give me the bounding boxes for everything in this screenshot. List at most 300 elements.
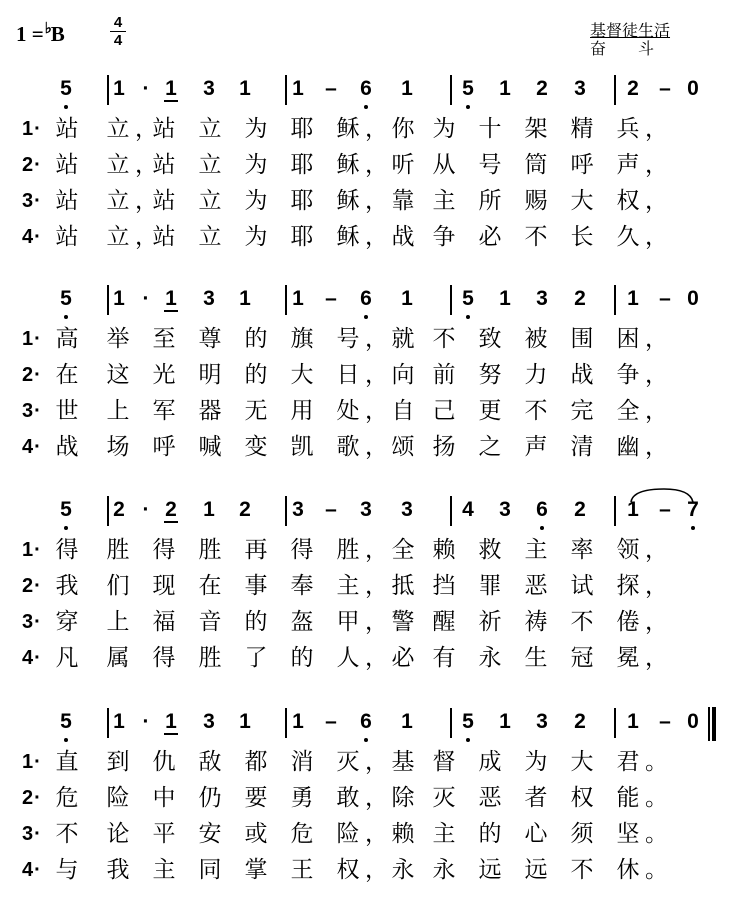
lyric-char: 休 [616, 857, 640, 883]
lyric-line [0, 430, 729, 464]
lyric-char: 灭 [336, 749, 360, 775]
lyric-char: 必 [478, 224, 502, 250]
lyric-char: 须 [570, 821, 594, 847]
lyric-char: 精 [570, 116, 594, 142]
note: 1 [292, 710, 304, 733]
lyric-char: 领 [616, 537, 640, 563]
music-line [0, 495, 729, 525]
lyric-char: 争 [432, 224, 456, 250]
punctuation: ， [135, 116, 158, 142]
lyric-char: 立 [198, 152, 222, 178]
dash: – [659, 710, 671, 733]
lyric-char: 致 [478, 326, 502, 352]
punctuation: ， [365, 609, 388, 635]
note: 3 [401, 498, 413, 521]
lyric-char: 奉 [290, 573, 314, 599]
lyric-char: 战 [391, 224, 415, 250]
lyric-char: 军 [152, 398, 176, 424]
source-attribution [590, 18, 685, 57]
lyric-char: 同 [198, 857, 222, 883]
note: 5 [455, 284, 481, 314]
lyric-char: 主 [152, 857, 176, 883]
lyric-char: 世 [55, 398, 79, 424]
lyric-char: 为 [432, 116, 456, 142]
lyric-line [0, 112, 729, 146]
note: 1 [158, 74, 184, 104]
lyric-char: 从 [432, 152, 456, 178]
note: 0 [687, 287, 699, 310]
verse-number: 3 · [22, 394, 41, 428]
dash: – [325, 710, 337, 733]
lyric-char: 的 [290, 645, 314, 671]
lyric-char: 罪 [478, 573, 502, 599]
punctuation: 。 [645, 785, 668, 811]
lyric-char: 得 [152, 645, 176, 671]
lyric-char: 旗 [290, 326, 314, 352]
lyric-char: 率 [570, 537, 594, 563]
lyric-char: 永 [432, 857, 456, 883]
lyric-char: 扬 [432, 434, 456, 460]
lyric-line [0, 533, 729, 567]
lyric-char: 永 [391, 857, 415, 883]
punctuation: ， [135, 224, 158, 250]
lyric-char: 掌 [244, 857, 268, 883]
lyric-line [0, 220, 729, 254]
punctuation: ， [645, 645, 668, 671]
lyric-char: 在 [55, 362, 79, 388]
verse-number: 3 · [22, 817, 41, 851]
lyric-char: 或 [244, 821, 268, 847]
lyric-char: 平 [152, 821, 176, 847]
note: 2 [574, 710, 586, 733]
note: 2 [158, 495, 184, 525]
lyric-char: 敢 [336, 785, 360, 811]
lyric-char: 上 [106, 609, 130, 635]
lyric-char: 立 [106, 224, 130, 250]
lyric-char: 耶 [290, 224, 314, 250]
lyric-char: 这 [106, 362, 130, 388]
note: 6 [353, 74, 379, 104]
lyric-char: 光 [152, 362, 176, 388]
lyric-char: 胜 [336, 537, 360, 563]
lyric-char: 声 [616, 152, 640, 178]
note: 5 [53, 74, 79, 104]
lyric-char: 权 [570, 785, 594, 811]
punctuation: ， [645, 116, 668, 142]
lyric-line [0, 853, 729, 887]
lyric-char: 架 [524, 116, 548, 142]
lyric-char: 不 [524, 224, 548, 250]
lyric-char: 恶 [524, 573, 548, 599]
dash: – [659, 498, 671, 521]
lyric-char: 冕 [616, 645, 640, 671]
punctuation: ， [645, 609, 668, 635]
lyric-line [0, 148, 729, 182]
lyric-char: 不 [432, 326, 456, 352]
lyric-char: 全 [616, 398, 640, 424]
lyric-char: 声 [524, 434, 548, 460]
lyric-char: 警 [391, 609, 415, 635]
note: 1 [113, 77, 125, 100]
book-title: 基督徒生活 [590, 21, 671, 40]
lyric-line [0, 817, 729, 851]
verse-number: 4 · [22, 853, 41, 887]
lyric-char: 稣 [336, 188, 360, 214]
lyric-char: 在 [198, 573, 222, 599]
lyric-char: 战 [55, 434, 79, 460]
punctuation: ， [365, 434, 388, 460]
punctuation: ， [365, 537, 388, 563]
lyric-char: 稣 [336, 224, 360, 250]
note: 1 [292, 77, 304, 100]
punctuation: ， [365, 645, 388, 671]
note: 1 [401, 287, 413, 310]
lyric-char: 器 [198, 398, 222, 424]
lyric-char: 被 [524, 326, 548, 352]
lyric-char: 站 [152, 224, 176, 250]
lyric-line [0, 569, 729, 603]
lyric-char: 成 [478, 749, 502, 775]
note: 3 [203, 710, 215, 733]
lyric-char: 不 [55, 821, 79, 847]
note: 5 [53, 495, 79, 525]
lyric-char: 争 [616, 362, 640, 388]
note: 3 [203, 77, 215, 100]
lyric-char: 立 [106, 116, 130, 142]
lyric-line [0, 322, 729, 356]
lyric-char: 仇 [152, 749, 176, 775]
lyric-char: 立 [106, 188, 130, 214]
note: 1 [499, 287, 511, 310]
note: 2 [574, 498, 586, 521]
dash: – [325, 287, 337, 310]
verse-number: 1 · [22, 322, 41, 356]
lyric-char: 勇 [290, 785, 314, 811]
lyric-char: 高 [55, 326, 79, 352]
punctuation: ， [645, 434, 668, 460]
lyric-line [0, 184, 729, 218]
lyric-char: 筒 [524, 152, 548, 178]
punctuation: ， [365, 821, 388, 847]
lyric-char: 为 [524, 749, 548, 775]
lyric-char: 权 [616, 188, 640, 214]
lyric-char: 主 [432, 188, 456, 214]
lyric-char: 远 [478, 857, 502, 883]
lyric-char: 直 [55, 749, 79, 775]
lyric-line [0, 394, 729, 428]
lyric-char: 现 [152, 573, 176, 599]
lyric-char: 的 [244, 609, 268, 635]
song-title: 奋 斗 [590, 39, 655, 58]
note: 6 [529, 495, 555, 525]
lyric-char: 探 [616, 573, 640, 599]
punctuation: ， [365, 188, 388, 214]
lyric-char: 能 [616, 785, 640, 811]
lyric-line [0, 745, 729, 779]
music-line [0, 74, 729, 104]
note: 2 [627, 77, 639, 100]
note: 3 [360, 498, 372, 521]
note: 3 [203, 287, 215, 310]
lyric-char: 站 [152, 188, 176, 214]
lyric-char: 胜 [198, 537, 222, 563]
augmentation-dot: · [142, 498, 150, 521]
lyric-char: 颂 [391, 434, 415, 460]
lyric-char: 完 [570, 398, 594, 424]
lyric-char: 们 [106, 573, 130, 599]
verse-number: 4 · [22, 430, 41, 464]
note: 1 [499, 77, 511, 100]
lyric-char: 险 [106, 785, 130, 811]
verse-number: 2 · [22, 358, 41, 392]
lyric-char: 我 [55, 573, 79, 599]
note: 1 [239, 287, 251, 310]
punctuation: ， [365, 116, 388, 142]
lyric-char: 得 [55, 537, 79, 563]
punctuation: ， [645, 362, 668, 388]
lyric-line [0, 641, 729, 675]
lyric-line [0, 781, 729, 815]
lyric-char: 听 [391, 152, 415, 178]
lyric-char: 全 [391, 537, 415, 563]
lyric-char: 甲 [336, 609, 360, 635]
lyric-char: 挡 [432, 573, 456, 599]
lyric-char: 为 [244, 188, 268, 214]
punctuation: ， [135, 188, 158, 214]
punctuation: ， [365, 224, 388, 250]
music-line [0, 284, 729, 314]
lyric-char: 到 [106, 749, 130, 775]
dash: – [659, 77, 671, 100]
lyric-char: 消 [290, 749, 314, 775]
lyric-char: 向 [391, 362, 415, 388]
lyric-char: 场 [106, 434, 130, 460]
lyric-char: 呼 [570, 152, 594, 178]
note: 5 [53, 707, 79, 737]
note: 2 [239, 498, 251, 521]
lyric-char: 为 [244, 224, 268, 250]
lyric-char: 必 [391, 645, 415, 671]
lyric-char: 靠 [391, 188, 415, 214]
lyric-char: 前 [432, 362, 456, 388]
lyric-char: 生 [524, 645, 548, 671]
lyric-char: 大 [570, 188, 594, 214]
note: 1 [499, 710, 511, 733]
lyric-char: 再 [244, 537, 268, 563]
lyric-char: 立 [198, 188, 222, 214]
lyric-char: 祷 [524, 609, 548, 635]
verse-number: 1 · [22, 745, 41, 779]
note: 0 [687, 710, 699, 733]
note: 1 [158, 707, 184, 737]
punctuation: ， [365, 573, 388, 599]
lyric-char: 站 [55, 152, 79, 178]
note: 1 [239, 77, 251, 100]
lyric-char: 赖 [391, 821, 415, 847]
lyric-char: 醒 [432, 609, 456, 635]
lyric-char: 立 [198, 116, 222, 142]
lyric-char: 都 [244, 749, 268, 775]
note: 2 [113, 498, 125, 521]
note: 6 [353, 707, 379, 737]
note: 5 [53, 284, 79, 314]
lyric-char: 权 [336, 857, 360, 883]
lyric-char: 音 [198, 609, 222, 635]
lyric-char: 心 [524, 821, 548, 847]
lyric-char: 歌 [336, 434, 360, 460]
lyric-char: 十 [478, 116, 502, 142]
note: 0 [687, 77, 699, 100]
note: 5 [455, 707, 481, 737]
lyric-char: 喊 [198, 434, 222, 460]
lyric-char: 长 [570, 224, 594, 250]
lyric-char: 主 [432, 821, 456, 847]
lyric-char: 耶 [290, 116, 314, 142]
note: 3 [499, 498, 511, 521]
lyric-char: 所 [478, 188, 502, 214]
punctuation: ， [365, 749, 388, 775]
note: 2 [574, 287, 586, 310]
lyric-char: 永 [478, 645, 502, 671]
lyric-char: 灭 [432, 785, 456, 811]
note: 1 [203, 498, 215, 521]
lyric-char: 得 [152, 537, 176, 563]
lyric-char: 至 [152, 326, 176, 352]
lyric-line [0, 605, 729, 639]
lyric-char: 的 [478, 821, 502, 847]
punctuation: 。 [645, 821, 668, 847]
lyric-char: 稣 [336, 116, 360, 142]
verse-number: 3 · [22, 605, 41, 639]
note: 1 [627, 498, 639, 521]
lyric-char: 赐 [524, 188, 548, 214]
punctuation: ， [645, 224, 668, 250]
punctuation: ， [645, 188, 668, 214]
lyric-char: 胜 [198, 645, 222, 671]
lyric-char: 仍 [198, 785, 222, 811]
lyric-char: 明 [198, 362, 222, 388]
verse-number: 2 · [22, 148, 41, 182]
punctuation: ， [365, 785, 388, 811]
lyric-char: 福 [152, 609, 176, 635]
lyric-char: 用 [290, 398, 314, 424]
lyric-char: 我 [106, 857, 130, 883]
lyric-char: 除 [391, 785, 415, 811]
augmentation-dot: · [142, 77, 150, 100]
lyric-char: 困 [616, 326, 640, 352]
verse-number: 2 · [22, 781, 41, 815]
lyric-char: 督 [432, 749, 456, 775]
lyric-char: 论 [106, 821, 130, 847]
lyric-char: 了 [244, 645, 268, 671]
lyric-char: 稣 [336, 152, 360, 178]
lyric-char: 己 [432, 398, 456, 424]
lyric-char: 站 [152, 152, 176, 178]
lyric-char: 处 [336, 398, 360, 424]
augmentation-dot: · [142, 287, 150, 310]
lyric-char: 努 [478, 362, 502, 388]
lyric-char: 安 [198, 821, 222, 847]
note: 1 [292, 287, 304, 310]
lyric-char: 上 [106, 398, 130, 424]
lyric-char: 要 [244, 785, 268, 811]
lyric-char: 号 [478, 152, 502, 178]
lyric-char: 力 [524, 362, 548, 388]
lyric-char: 清 [570, 434, 594, 460]
verse-number: 1 · [22, 112, 41, 146]
dash: – [325, 77, 337, 100]
lyric-char: 试 [570, 573, 594, 599]
lyric-char: 久 [616, 224, 640, 250]
lyric-char: 你 [391, 116, 415, 142]
verse-number: 4 · [22, 641, 41, 675]
lyric-char: 敌 [198, 749, 222, 775]
lyric-char: 者 [524, 785, 548, 811]
lyric-char: 倦 [616, 609, 640, 635]
lyric-char: 站 [55, 188, 79, 214]
note: 1 [627, 287, 639, 310]
punctuation: 。 [645, 857, 668, 883]
lyric-char: 幽 [616, 434, 640, 460]
time-signature: 4 4 [110, 14, 126, 49]
punctuation: ， [365, 152, 388, 178]
lyric-char: 得 [290, 537, 314, 563]
note: 3 [574, 77, 586, 100]
lyric-char: 的 [244, 362, 268, 388]
lyric-char: 冠 [570, 645, 594, 671]
note: 1 [627, 710, 639, 733]
lyric-char: 为 [244, 152, 268, 178]
note: 3 [536, 710, 548, 733]
lyric-char: 更 [478, 398, 502, 424]
lyric-char: 基 [391, 749, 415, 775]
note: 1 [401, 710, 413, 733]
lyric-char: 耶 [290, 188, 314, 214]
lyric-char: 有 [432, 645, 456, 671]
lyric-char: 不 [524, 398, 548, 424]
lyric-char: 战 [570, 362, 594, 388]
lyric-char: 祈 [478, 609, 502, 635]
lyric-char: 抵 [391, 573, 415, 599]
lyric-char: 主 [336, 573, 360, 599]
note: 5 [455, 74, 481, 104]
lyric-char: 不 [570, 857, 594, 883]
augmentation-dot: · [142, 710, 150, 733]
lyric-char: 立 [198, 224, 222, 250]
dash: – [325, 498, 337, 521]
punctuation: ， [365, 362, 388, 388]
lyric-char: 与 [55, 857, 79, 883]
lyric-char: 站 [55, 116, 79, 142]
lyric-char: 远 [524, 857, 548, 883]
lyric-char: 事 [244, 573, 268, 599]
verse-number: 1 · [22, 533, 41, 567]
lyric-char: 无 [244, 398, 268, 424]
lyric-char: 号 [336, 326, 360, 352]
punctuation: ， [645, 326, 668, 352]
lyric-char: 兵 [616, 116, 640, 142]
lyric-char: 救 [478, 537, 502, 563]
verse-number: 3 · [22, 184, 41, 218]
lyric-char: 人 [336, 645, 360, 671]
lyric-char: 围 [570, 326, 594, 352]
verse-number: 4 · [22, 220, 41, 254]
lyric-char: 凯 [290, 434, 314, 460]
punctuation: ， [645, 573, 668, 599]
lyric-char: 险 [336, 821, 360, 847]
note: 1 [158, 284, 184, 314]
punctuation: ， [645, 537, 668, 563]
